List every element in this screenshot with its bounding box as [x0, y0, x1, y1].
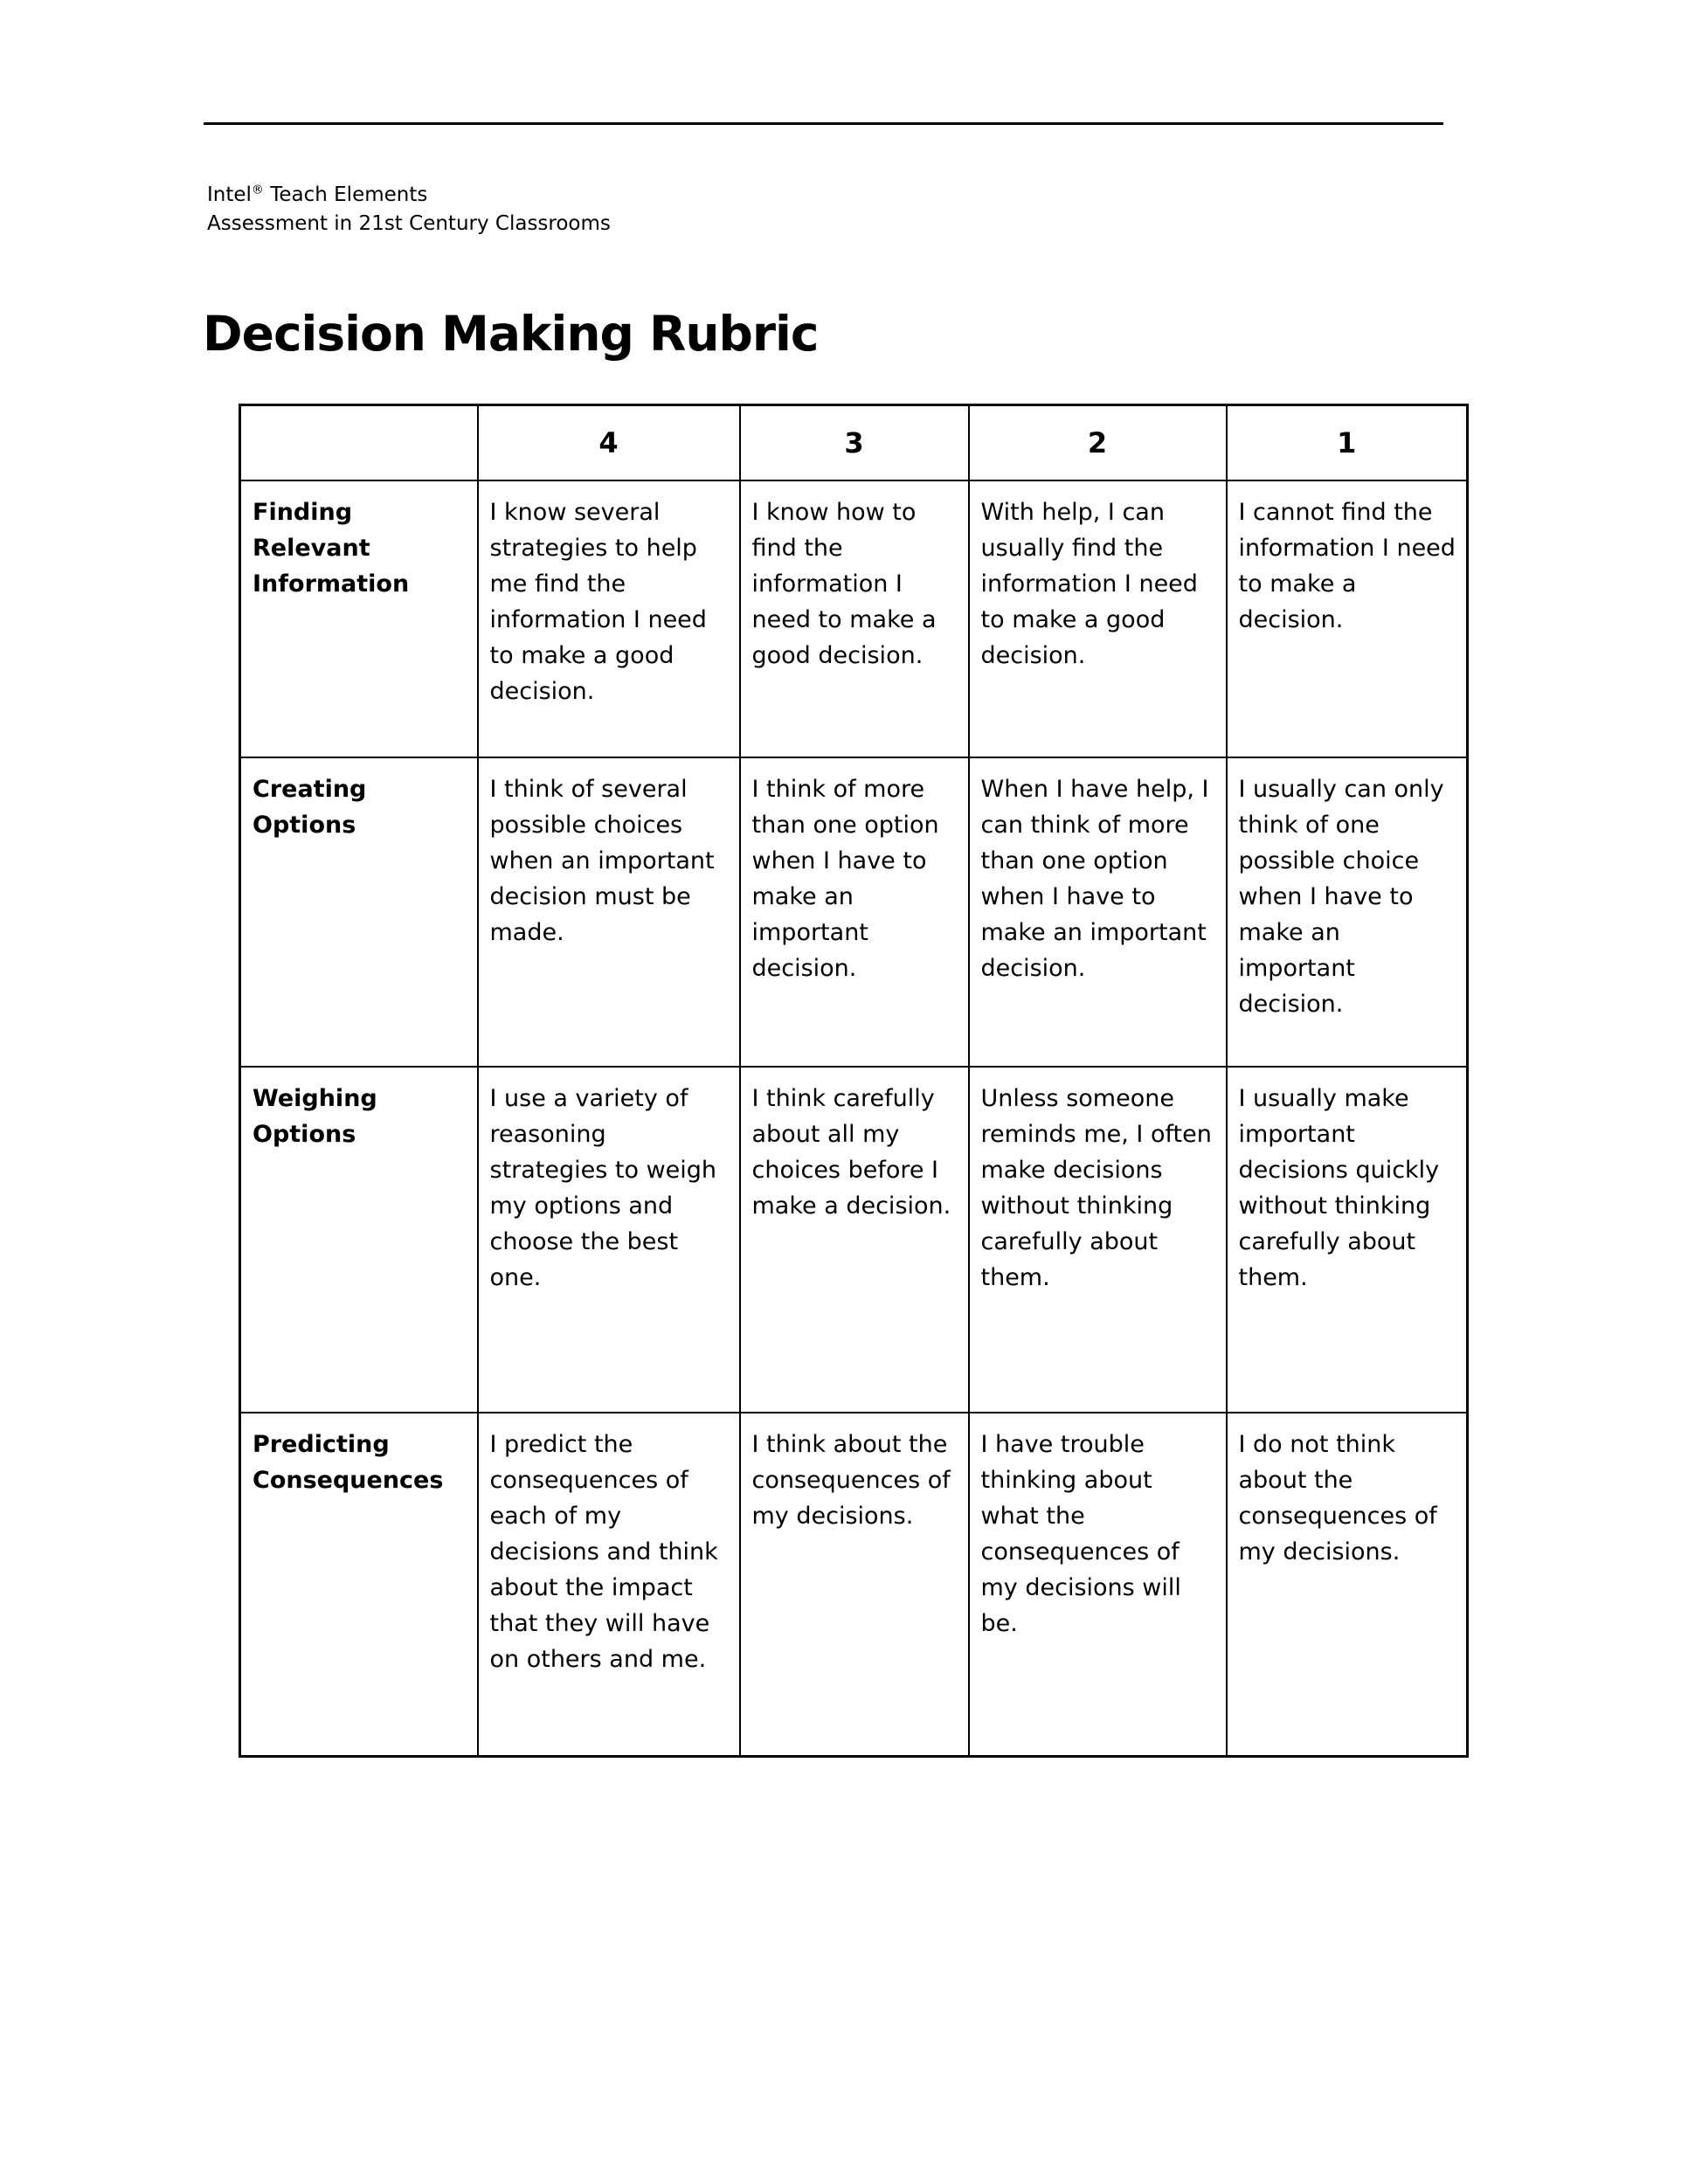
table-row-predicting-consequences — [240, 1413, 1468, 1757]
header-line-2: Assessment in 21st Century Classrooms — [207, 212, 611, 235]
level-cell-3: I think about the consequences of my decisions. — [740, 1413, 969, 1757]
page-title: Decision Making Rubric — [203, 306, 819, 362]
level-cell-2: When I have help, I can think of more than one option when I have to make an important decision. — [969, 757, 1227, 1067]
score-header-2: 2 — [969, 405, 1227, 480]
brand-name: Intel — [207, 183, 252, 206]
criteria-header-empty-cell — [240, 405, 478, 480]
level-cell-2: With help, I can usually find the information I need to make a good decision. — [969, 480, 1227, 757]
level-cell-2: I have trouble thinking about what the consequences of my decisions will be. — [969, 1413, 1227, 1757]
criterion-cell: Predicting Consequences — [240, 1413, 478, 1757]
criterion-cell: Creating Options — [240, 757, 478, 1067]
document-header — [207, 181, 611, 238]
level-cell-3: I think of more than one option when I have to make an important decision. — [740, 757, 969, 1067]
header-line-1 — [207, 181, 611, 210]
level-cell-4: I know several strategies to help me find the information I need to make a good decision. — [478, 480, 740, 757]
score-header-row — [240, 405, 1468, 480]
criterion-cell: Weighing Options — [240, 1067, 478, 1413]
level-cell-1: I do not think about the consequences of my decisions. — [1227, 1413, 1468, 1757]
level-cell-4: I use a variety of reasoning strategies to weigh my options and choose the best one. — [478, 1067, 740, 1413]
table-row-finding-relevant-information — [240, 480, 1468, 757]
header-divider — [204, 122, 1443, 125]
level-cell-4: I predict the consequences of each of my decisions and think about the impact that they will have on others and me. — [478, 1413, 740, 1757]
score-header-3: 3 — [740, 405, 969, 480]
level-cell-3: I know how to find the information I need to make a good decision. — [740, 480, 969, 757]
level-cell-3: I think carefully about all my choices before I make a decision. — [740, 1067, 969, 1413]
score-header-1: 1 — [1227, 405, 1468, 480]
registered-trademark: ® — [251, 183, 264, 197]
level-cell-1: I usually make important decisions quickly without thinking carefully about them. — [1227, 1067, 1468, 1413]
level-cell-1: I usually can only think of one possible choice when I have to make an important decision. — [1227, 757, 1468, 1067]
criterion-cell: Finding Relevant Information — [240, 480, 478, 757]
table-row-weighing-options — [240, 1067, 1468, 1413]
level-cell-2: Unless someone reminds me, I often make decisions without thinking carefully about them. — [969, 1067, 1227, 1413]
level-cell-4: I think of several possible choices when an important decision must be made. — [478, 757, 740, 1067]
level-cell-1: I cannot find the information I need to make a decision. — [1227, 480, 1468, 757]
score-header-4: 4 — [478, 405, 740, 480]
header-line-1-rest: Teach Elements — [263, 183, 428, 206]
table-row-creating-options — [240, 757, 1468, 1067]
rubric-table — [239, 404, 1469, 1758]
